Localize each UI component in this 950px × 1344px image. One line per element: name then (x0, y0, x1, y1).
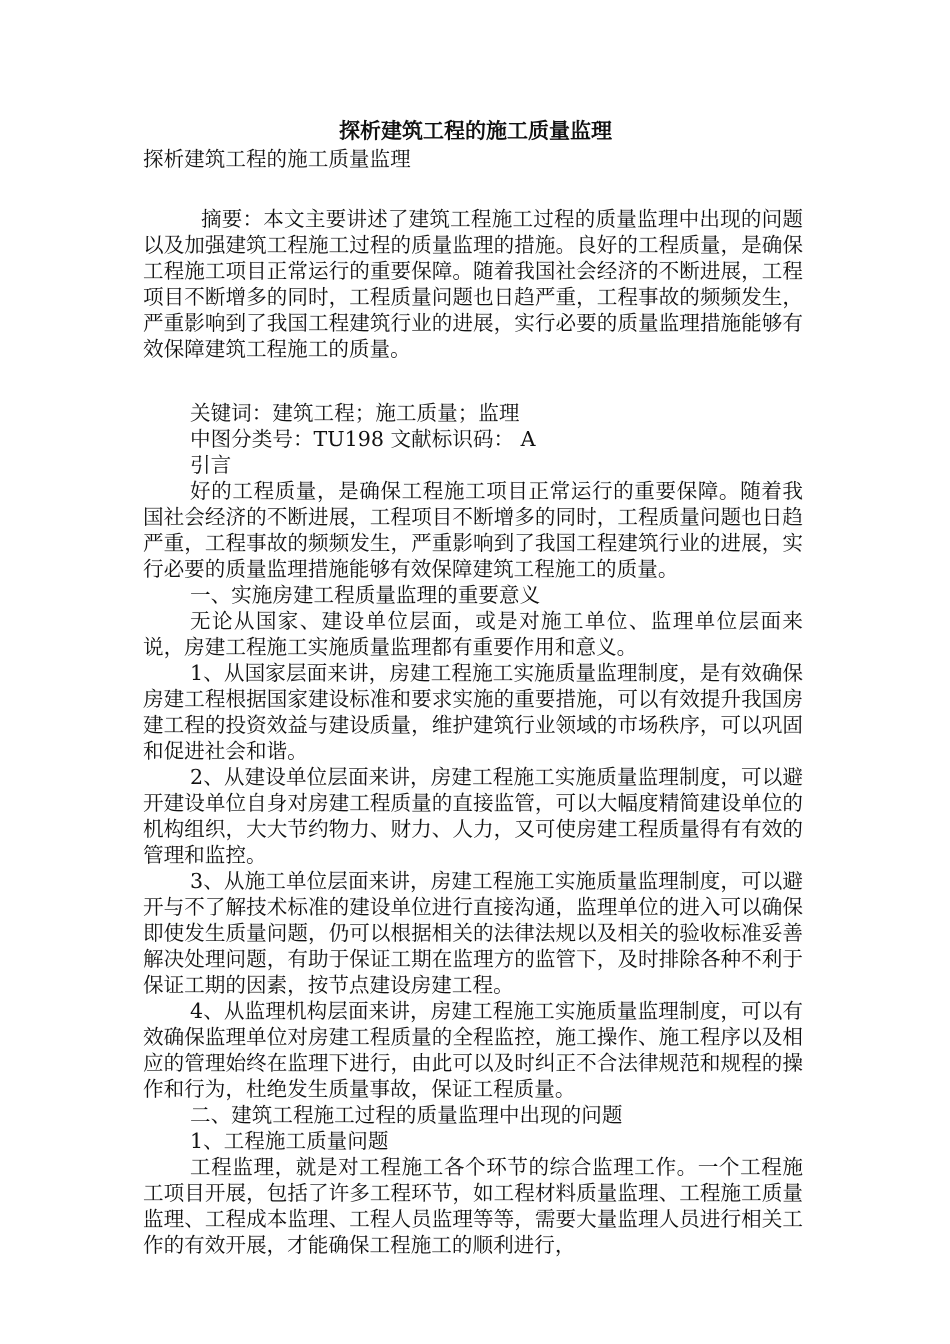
section1-intro-paragraph: 无论从国家、建设单位层面，或是对施工单位、监理单位层面来说，房建工程施工实施质量监理都有重要作用和意义。 (143, 609, 803, 659)
spacer (143, 362, 803, 400)
keywords-line: 关键词：建筑工程；施工质量；监理 (190, 401, 520, 425)
section2-heading: 二、建筑工程施工过程的质量监理中出现的问题 (190, 1103, 623, 1127)
intro-paragraph: 好的工程质量，是确保工程施工项目正常运行的重要保障。随着我国社会经济的不断进展，工程项目不断增多的同时，工程质量问题也日趋严重，工程事故的频频发生，严重影响到了我国工程建筑行业的进展，实行必要的质量监理措施能够有效保障建筑工程施工的质量。 (143, 479, 803, 581)
section2-paragraph-1: 工程监理，就是对工程施工各个环节的综合监理工作。一个工程施工项目开展，包括了许多工程环节，如工程材料质量监理、工程施工质量监理、工程成本监理、工程人员监理等等，需要大量监理人员进行相关工作的有效开展，才能确保工程施工的顺利进行， (143, 1155, 803, 1257)
section1-heading: 一、实施房建工程质量监理的重要意义 (190, 583, 541, 607)
document-title: 探析建筑工程的施工质量监理 (339, 118, 612, 143)
section1-point-4: 4、从监理机构层面来讲，房建工程施工实施质量监理制度，可以有效确保监理单位对房建工程质量的全程监控，施工操作、施工程序以及相应的管理始终在监理下进行，由此可以及时纠正不合法律规范和规程的操作和行为，杜绝发生质量事故，保证工程质量。 (143, 999, 803, 1101)
section1-point-2: 2、从建设单位层面来讲，房建工程施工实施质量监理制度，可以避开建设单位自身对房建工程质量的直接监管，可以大幅度精简建设单位的机构组织，大大节约物力、财力、人力，又可使房建工程质量得有有效的管理和监控。 (143, 765, 803, 867)
classification-line: 中图分类号：TU198 文献标识码： A (190, 427, 536, 451)
abstract-paragraph: 摘要：本文主要讲述了建筑工程施工过程的质量监理中出现的问题以及加强建筑工程施工过程的质量监理的措施。良好的工程质量，是确保工程施工项目正常运行的重要保障。随着我国社会经济的不断进展，工程项目不断增多的同时，工程质量问题也日趋严重，工程事故的频频发生，严重影响到了我国工程建筑行业的进展，实行必要的质量监理措施能够有效保障建筑工程施工的质量。 (143, 207, 803, 361)
section1-point-1: 1、从国家层面来讲，房建工程施工实施质量监理制度，是有效确保房建工程根据国家建设标准和要求实施的重要措施，可以有效提升我国房建工程的投资效益与建设质量，维护建筑行业领域的市场秩序，可以巩固和促进社会和谐。 (143, 661, 803, 763)
document-subtitle: 探析建筑工程的施工质量监理 (143, 147, 411, 171)
section2-subheading-1: 1、工程施工质量问题 (190, 1129, 389, 1153)
document-page (143, 118, 803, 1258)
spacer (143, 172, 803, 206)
intro-heading: 引言 (190, 453, 232, 477)
section1-point-3: 3、从施工单位层面来讲，房建工程施工实施质量监理制度，可以避开与不了解技术标准的建设单位进行直接沟通，监理单位的进入可以确保即使发生质量问题，仍可以根据相关的法律法规以及相关的验收标准妥善解决处理问题，有助于保证工期在监理方的监管下，及时排除各种不利于保证工期的因素，按节点建设房建工程。 (143, 869, 803, 997)
